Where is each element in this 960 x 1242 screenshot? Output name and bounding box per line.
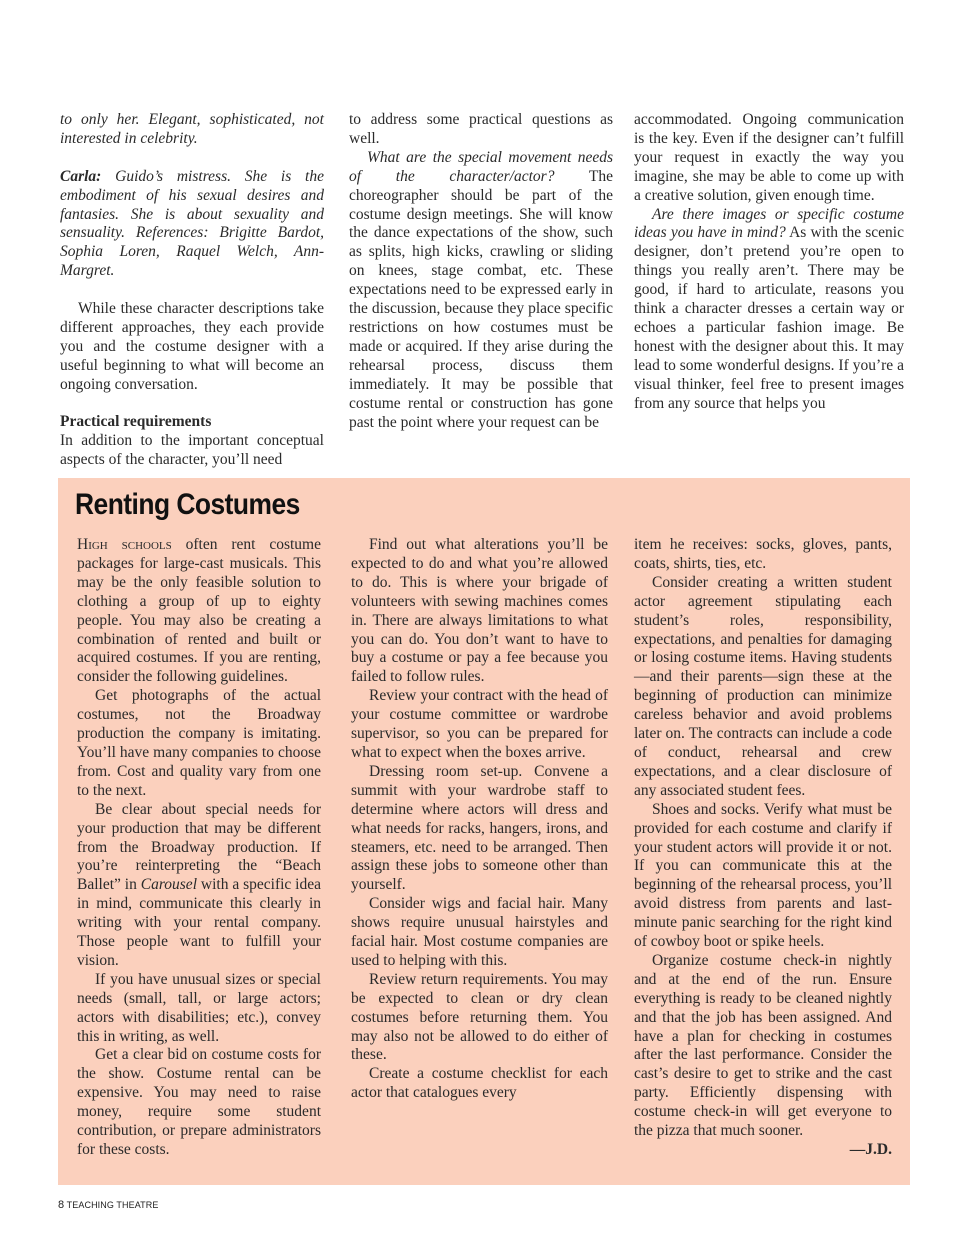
answer: The choreographer should be part of the costume design meetings. She will know the dance expectations of the show, such as splits, high kicks, crawling or sliding on knees, stage combat, etc. These expectations need to be expressed early in the discussion, because they place specific restrictions on how costumes must be made or acquired. If they arise during the rehearsal process, discuss them immediately. It may be possible that costume rental or construction has gone past the point where your request can be — [349, 167, 613, 431]
paragraph: Consider wigs and facial hair. Many shows require unusual hairstyles and facial hair. Most costume companies are used to helping with this. — [351, 895, 608, 969]
paragraph — [349, 149, 613, 433]
sidebar-title: Renting Costumes — [75, 488, 300, 521]
paragraph: In addition to the important conceptual aspects of the character, you’ll need — [60, 432, 324, 469]
paragraph: If you have unusual sizes or special needs (small, tall, or large actors; actors with disabilities; etc.), convey this in writing, as well. — [77, 970, 321, 1045]
sidebar-box — [58, 478, 910, 1185]
publication-name: TEACHING THEATRE — [66, 1200, 159, 1210]
lead-in: High schools — [77, 536, 172, 553]
author-signature: —J.D. — [849, 1141, 892, 1158]
answer: As with the scenic designer, don’t pretend you’re open to things you really aren’t. There may be good, if hard to articulate, reasons you think a character dresses a certain way or echoes a particular fashion image. Be honest with the designer about this. It may lead to some wonderful designs. If you’re a visual thinker, feel free to present images from any source that helps you — [634, 224, 904, 412]
paragraph: Be clear about special needs for your production that may be different from the Broadway production. If you’re reinterpreting the “Beach Ballet” in Carousel with a specific idea in mind, communicate this clearly in writing with your rental company. Those people want to fulfill your vision. — [77, 800, 321, 969]
paragraph: accommodated. Ongoing communication is the key. Even if the designer can’t fulfill your request in exactly the way you imagine, she may be able to come up with a creative solution, given enough time. — [634, 111, 904, 204]
sidebar-column-1 — [77, 536, 321, 1176]
character-description-carla — [60, 168, 324, 281]
article-column-2 — [349, 111, 613, 456]
sidebar-column-2 — [351, 536, 608, 1176]
paragraph: Get photographs of the actual costumes, not the Broadway production the company is imitating. You’ll have many companies to choose from. Cost and quality vary from one to the next. — [77, 687, 321, 799]
paragraph: Find out what alterations you’ll be expected to do and what you’re allowed to do. This is where your brigade of volunteers with sewing machines comes in. There are always limitations to what you can do. You don’t want to have to buy a costume or pay a fee because you failed to follow rules. — [351, 536, 608, 686]
paragraph: Review your contract with the head of your costume committee or wardrobe supervisor, so you can be prepared for what to expect when the boxes arrive. — [351, 687, 608, 761]
show-title: Carousel — [140, 876, 197, 894]
paragraph: Review return requirements. You may be expected to clean or dry clean costumes before returning them. You may also not be allowed to do either of these. — [351, 970, 608, 1064]
paragraph: to address some practical questions as well. — [349, 111, 613, 147]
paragraph: Organize costume check-in nightly and at the end of the run. Ensure everything is ready to be cleaned nightly and that the job has been assigned. And have a plan for checking in costumes after the last performance. Consider the cast’s desire to get to strike and the cast party. Efficiently dispensing with costume check-in will get everyone to the pizza that much sooner. — [634, 951, 892, 1140]
paragraph — [634, 206, 904, 414]
sidebar-column-3 — [634, 536, 892, 1176]
paragraph: Consider creating a written student actor agreement stipulating each student’s roles, responsibility, expectations, and penalties for damaging or losing costume items. Having students—and their parents—sign these at the beginning of production can minimize careless behavior and avoid problems later on. The contracts can include a code of conduct, rehearsal and crew expectations, and a clear disclosure of any associated student fees. — [634, 573, 892, 799]
character-text: Guido’s mistress. She is the embodiment of his sexual desires and fantasies. She is about sexuality and sensuality. References: Brigitte Bardot, Sophia Loren, Raquel Welch, Ann-Margret. — [60, 167, 324, 280]
article-column-3 — [634, 111, 904, 456]
page-number: 8 — [58, 1199, 65, 1211]
question: Are there images or specific costume ideas you have in mind? — [634, 205, 904, 242]
character-description-end: to only her. Elegant, sophisticated, not interested in celebrity. — [60, 111, 324, 147]
paragraph: While these character descriptions take different approaches, they each provide you and the costume designer with a useful beginning to what will become an ongoing conversation. — [60, 300, 324, 393]
paragraph: Get a clear bid on costume costs for the show. Costume rental can be expensive. You may need to raise money, require some student contribution, or prepare administrators for these costs. — [77, 1046, 321, 1158]
paragraph: Shoes and socks. Verify what must be provided for each costume and clarify if your student actors will provide it or not. If you can communicate this at the beginning of the rehearsal process, you’ll avoid distress from parents and last-minute panic searching for the right kind of cowboy boot or spike heels. — [634, 800, 892, 951]
article-column-1 — [60, 111, 324, 469]
question: What are the special movement needs of the character/actor? — [349, 148, 613, 185]
subheading: Practical requirements — [60, 413, 212, 431]
page-footer — [58, 1199, 158, 1211]
paragraph: High schools often rent costume packages for large-cast musicals. This may be the only feasible solution to clothing a group of up to eighty people. You may also be creating a combination of rented and built or acquired costumes. If you are renting, consider the following guidelines. — [77, 536, 321, 686]
paragraph: Create a costume checklist for each actor that catalogues every — [351, 1065, 608, 1102]
character-name: Carla: — [60, 167, 102, 185]
paragraph: item he receives: socks, gloves, pants, coats, shirts, ties, etc. — [634, 536, 892, 572]
paragraph: Dressing room set-up. Convene a summit with your wardrobe staff to determine where actors will dress and what needs for racks, hangers, irons, and steamers, etc. need to be arranged. Then assign these jobs to someone other than yourself. — [351, 762, 608, 894]
